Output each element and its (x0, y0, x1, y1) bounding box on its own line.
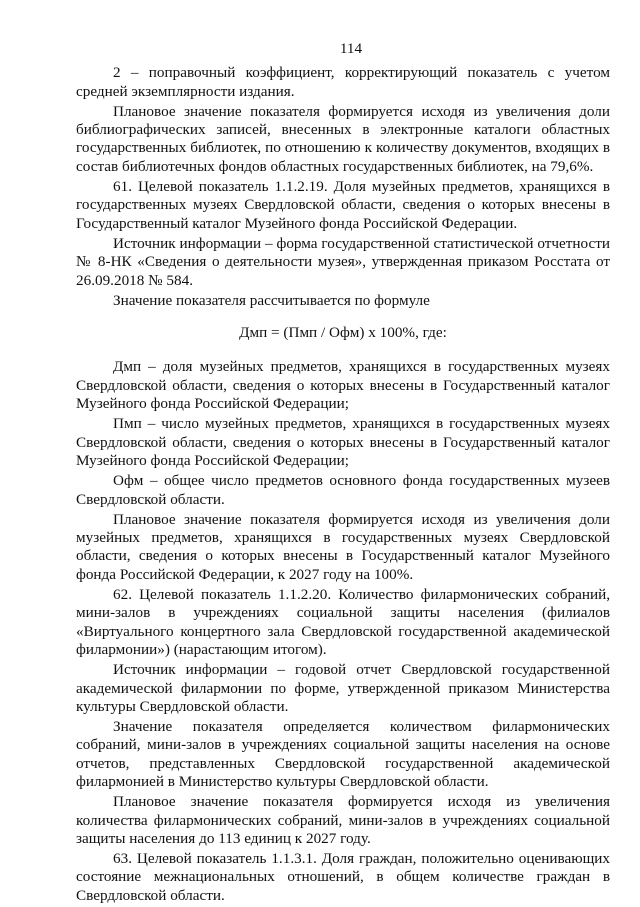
paragraph-value-62: Значение показателя определяется количеством филармонических собраний, мини-залов в учреждениях социальной защиты населения на основе отчетов, представленных Свердловской государственной академической филармонией в Министерство культуры Свердловской области. (76, 718, 610, 790)
paragraph-source-62: Источник информации – годовой отчет Свердловской государственной академической филармонии по форме, утвержденной приказом Министерства культуры Свердловской области. (76, 661, 610, 715)
page-number: 114 (339, 40, 363, 57)
paragraph-formula-intro: Значение показателя рассчитывается по формуле (113, 291, 430, 309)
paragraph-plan-libraries: Плановое значение показателя формируется исходя из увеличения доли библиографических записей, внесенных в электронные каталоги областных государственных библиотек, по отношению к количеству документов, входящих в состав библиотечных фондов областных государственных библиотек, на 79,6%. (76, 102, 610, 175)
paragraph-item-63: 63. Целевой показатель 1.1.3.1. Доля граждан, положительно оценивающих состояние межнациональных отношений, в общем количестве граждан в Свердловской области. (76, 850, 610, 904)
paragraph-plan-museums: Плановое значение показателя формируется исходя из увеличения доли музейных предметов, хранящихся в государственных музеях Свердловской области, сведения о которых внесены в Государственный каталог Музейного фонда Российской Федерации, к 2027 году на 100%. (76, 510, 610, 583)
paragraph-source-61: Источник информации – форма государственной статистической отчетности № 8-НК «Сведения о деятельности музея», утвержденная приказом Росстата от 26.09.2018 № 584. (76, 234, 610, 289)
paragraph-definition-dmp: Дмп – доля музейных предметов, хранящихся в государственных музеях Свердловской области, сведения о которых внесены в Государственный каталог Музейного фонда Российской Федерации; (76, 358, 610, 413)
document-page (76, 0, 610, 907)
paragraph-item-61: 61. Целевой показатель 1.1.2.19. Доля музейных предметов, хранящихся в государственных музеях Свердловской области, сведения о которых внесены в Государственный каталог Музейного фонда Российской Федерации. (76, 178, 610, 232)
paragraph-item-62: 62. Целевой показатель 1.1.2.20. Количество филармонических собраний, мини-залов в учреждениях социальной защиты населения (филиалов «Виртуального концертного зала Свердловской государственной академической филармонии») (нарастающим итогом). (76, 586, 610, 658)
paragraph-plan-62: Плановое значение показателя формируется исходя из увеличения количества филармонических собраний, мини-залов в учреждениях социальной защиты населения до 113 единиц к 2027 году. (76, 793, 610, 847)
paragraph-definition-pmp: Пмп – число музейных предметов, хранящихся в государственных музеях Свердловской области, сведения о которых внесены в Государственный каталог Музейного фонда Российской Федерации; (76, 415, 610, 469)
formula: Дмп = (Пмп / Офм) x 100%, где: (239, 324, 447, 342)
paragraph-definition-ofm: Офм – общее число предметов основного фонда государственных музеев Свердловской области. (76, 472, 610, 508)
paragraph-coefficient-2: 2 – поправочный коэффициент, корректирующий показатель с учетом средней экземплярности издания. (76, 64, 610, 100)
